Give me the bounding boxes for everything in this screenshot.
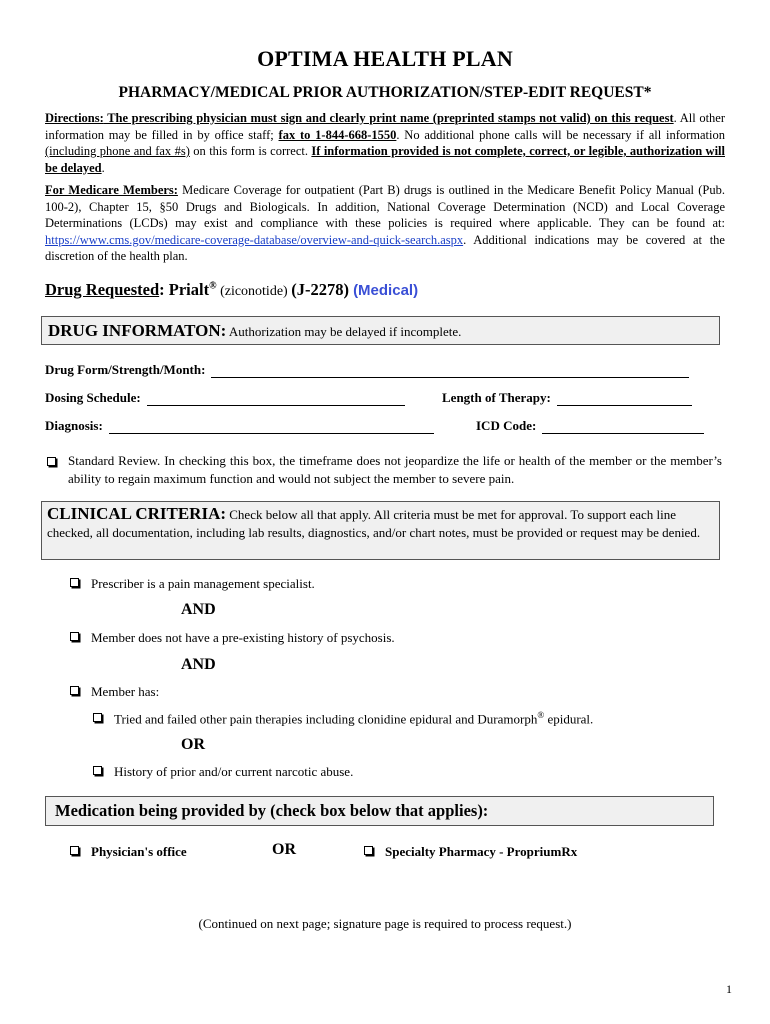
cms-link[interactable]: https://www.cms.gov/medicare-coverage-database/overview-and-quick-search.aspx [45, 232, 464, 247]
continuation-note: (Continued on next page; signature page is required to process request.) [198, 916, 572, 931]
dosing-row [45, 390, 405, 406]
clinical-criteria-box [41, 501, 720, 560]
criterion-narcotic-abuse-text: History of prior and/or current narcotic abuse. [114, 764, 354, 779]
standard-review-text: Standard Review. In checking this box, the timeframe does not jeopardize the life or health of the member or the member’s ability to regain maximum function and would not subject the member to severe pain. [68, 453, 722, 486]
drug-form-label: Drug Form/Strength/Month: [45, 362, 206, 377]
registered-mark: ® [209, 280, 217, 292]
specialty-pharmacy-checkbox[interactable] [364, 846, 373, 855]
criterion-member-has [70, 684, 159, 700]
criterion-no-psychosis-text: Member does not have a pre-existing history of psychosis. [91, 630, 395, 645]
drug-form-field[interactable] [211, 365, 689, 378]
clinical-criteria-heading: CLINICAL CRITERIA: [47, 504, 227, 523]
diagnosis-row [45, 418, 434, 434]
drug-info-subheading: Authorization may be delayed if incomplete. [226, 324, 462, 339]
directions-signature-requirement: The prescribing physician must sign and clearly print name (preprinted stamps not valid) on this request [103, 111, 674, 125]
duramorph-registered-mark: ® [537, 710, 545, 720]
page-subtitle: PHARMACY/MEDICAL PRIOR AUTHORIZATION/STEP-EDIT REQUEST* [118, 84, 652, 101]
medicare-text-2: . Additional indications may be covered at the discretion of the health plan. [45, 232, 725, 263]
incomplete-warning: If information provided is not complete, correct, or legible, authorization will be delayed [45, 144, 726, 175]
or-connector-2: OR [272, 841, 296, 858]
drug-requested-label: Drug Requested [45, 280, 160, 299]
or-connector: OR [181, 736, 205, 753]
drug-name: Prialt [168, 280, 210, 299]
physician-office-label: Physician's office [91, 844, 187, 859]
criterion-member-has-checkbox[interactable] [70, 686, 79, 695]
length-row [442, 390, 692, 406]
criterion-narcotic-abuse-checkbox[interactable] [93, 766, 102, 775]
drug-requested-line [45, 280, 418, 300]
criterion-pain-specialist-text: Prescriber is a pain management specialist. [91, 576, 315, 591]
criterion-member-has-text: Member has: [91, 684, 160, 699]
and-connector-2: AND [181, 656, 216, 673]
criterion-failed-therapies-checkbox[interactable] [93, 713, 102, 722]
drug-code: (J-2278) [291, 280, 354, 299]
phone-fax-note: (including phone and fax #s) [45, 144, 190, 158]
criterion-narcotic-abuse [93, 764, 353, 780]
dosing-schedule-field[interactable] [147, 393, 405, 406]
provided-by-box [45, 796, 714, 826]
page-number: 1 [726, 982, 732, 996]
directions-text-2: . No additional phone calls will be necessary if all information [396, 127, 725, 142]
length-of-therapy-label: Length of Therapy: [442, 390, 551, 405]
criterion-pain-specialist [70, 576, 315, 592]
and-connector: AND [181, 601, 216, 618]
page-title: OPTIMA HEALTH PLAN [257, 46, 513, 71]
standard-review-item [47, 452, 722, 487]
directions-text: . All other information may be filled in by office staff; [45, 111, 726, 142]
criterion-failed-therapies-text: Tried and failed other pain therapies including clonidine epidural and Duramorph [114, 711, 538, 727]
drug-info-heading: DRUG INFORMATON: [48, 321, 227, 340]
physician-office-checkbox[interactable] [70, 846, 79, 855]
diagnosis-label: Diagnosis: [45, 418, 103, 433]
medicare-paragraph [45, 182, 725, 265]
criterion-no-psychosis-checkbox[interactable] [70, 632, 79, 641]
icd-code-field[interactable] [542, 421, 704, 434]
criterion-no-psychosis [70, 630, 395, 646]
directions-text-4: . [101, 160, 105, 175]
drug-form-row [45, 362, 689, 378]
drug-info-header-box [41, 316, 720, 345]
provided-by-heading: Medication being provided by (check box below that applies): [55, 801, 489, 820]
specialty-pharmacy-label: Specialty Pharmacy - PropriumRx [385, 844, 578, 859]
icd-row [476, 418, 704, 434]
clinical-criteria-text: Check below all that apply. All criteria must be met for approval. To support each line checked, all documentation, including lab results, diagnostics, and/or chart notes, must be provided or request may be denied. [47, 507, 701, 540]
criterion-failed-therapies [93, 710, 593, 727]
generic-name: (ziconotide) [216, 284, 292, 299]
medicare-label: For Medicare Members: [45, 183, 178, 197]
directions-paragraph [45, 110, 725, 176]
criterion-failed-therapies-text-end: epidural. [544, 711, 594, 727]
standard-review-checkbox[interactable] [47, 457, 56, 466]
directions-label: Directions: [45, 111, 104, 125]
criterion-pain-specialist-checkbox[interactable] [70, 578, 79, 587]
drug-requested-colon: : [159, 280, 169, 299]
medical-tag: (Medical) [353, 282, 419, 299]
fax-number: fax to 1-844-668-1550 [278, 127, 397, 142]
icd-code-label: ICD Code: [476, 418, 537, 433]
medicare-text: Medicare Coverage for outpatient (Part B) drugs is outlined in the Medicare Benefit Policy Manual (Pub. 100-2), Chapter 15, §50 Drugs and Biologicals. In addition, National Coverage Determination (NCD) and Local Coverage Determinations (LCDs) may exist and compliance with these policies is required where applicable. They can be found at: [45, 183, 725, 230]
option-specialty-pharmacy [364, 844, 577, 860]
option-physician-office [70, 844, 187, 860]
length-of-therapy-field[interactable] [557, 393, 692, 406]
diagnosis-field[interactable] [109, 421, 434, 434]
directions-text-3: on this form is correct. [189, 144, 312, 158]
dosing-schedule-label: Dosing Schedule: [45, 390, 141, 405]
